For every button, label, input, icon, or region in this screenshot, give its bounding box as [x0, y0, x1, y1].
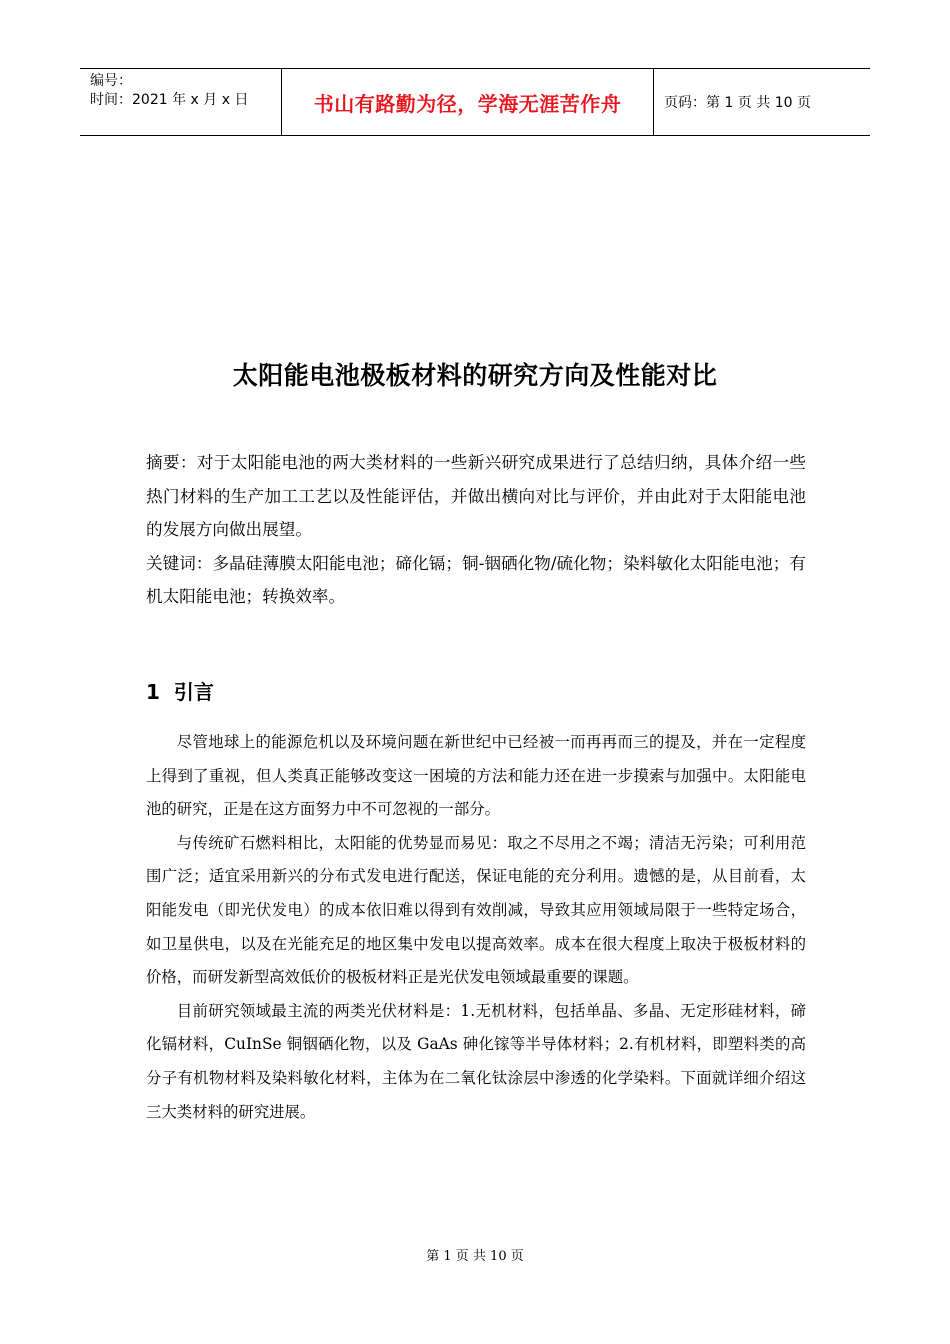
abstract-keywords: 关键词：多晶硅薄膜太阳能电池；碲化镉；铜-铟硒化物/硫化物；染料敏化太阳能电池；有机太阳能电池；转换效率。	[146, 553, 806, 606]
section-body	[146, 726, 806, 1129]
page-header	[80, 68, 870, 136]
body-paragraph: 尽管地球上的能源危机以及环境问题在新世纪中已经被一而再再而三的提及，并在一定程度上得到了重视，但人类真正能够改变这一困境的方法和能力还在进一步摸索与加强中。太阳能电池的研究，正是在这方面努力中不可忽视的一部分。	[146, 733, 806, 819]
abstract-summary: 摘要：对于太阳能电池的两大类材料的一些新兴研究成果进行了总结归纳，具体介绍一些热门材料的生产加工工艺以及性能评估，并做出横向对比与评价，并由此对于太阳能电池的发展方向做出展望。	[146, 453, 806, 539]
abstract-block	[146, 446, 806, 614]
header-motto: 书山有路勤为径，学海无涯苦作舟	[281, 69, 654, 135]
body-paragraph: 与传统矿石燃料相比，太阳能的优势显而易见：取之不尽用之不竭；清洁无污染；可利用范围广泛；适宜采用新兴的分布式发电进行配送，保证电能的充分利用。遗憾的是，从目前看，太阳能发电（即光伏发电）的成本依旧难以得到有效削减，导致其应用领域局限于一些特定场合，如卫星供电，以及在光能充足的地区集中发电以提高效率。成本在很大程度上取决于极板材料的价格，而研发新型高效低价的极板材料正是光伏发电领域最重要的课题。	[146, 833, 806, 987]
header-page-info: 页码：第 1 页 共 10 页	[664, 95, 811, 111]
page-footer: 第 1 页 共 10 页	[426, 1249, 524, 1264]
body-paragraph: 目前研究领域最主流的两类光伏材料是：1.无机材料，包括单晶、多晶、无定形硅材料，碲化镉材料，CuInSe 铜铟硒化物，以及 GaAs 砷化镓等半导体材料；2.有机材料，即塑料类的高分子有机物材料及染料敏化材料，主体为在二氧化钛涂层中渗透的化学染料。下面就详细介绍这三大类材料的研究进展。	[146, 1001, 806, 1121]
section-number: 1	[146, 680, 160, 704]
document-title: 太阳能电池极板材料的研究方向及性能对比	[232, 361, 718, 390]
section-heading-introduction	[146, 676, 214, 705]
date-line: 时间：2021 年 x 月 x 日	[90, 92, 249, 108]
section-title: 引言	[173, 680, 214, 704]
header-meta	[80, 69, 281, 135]
serial-number-label: 编号：	[90, 73, 132, 89]
